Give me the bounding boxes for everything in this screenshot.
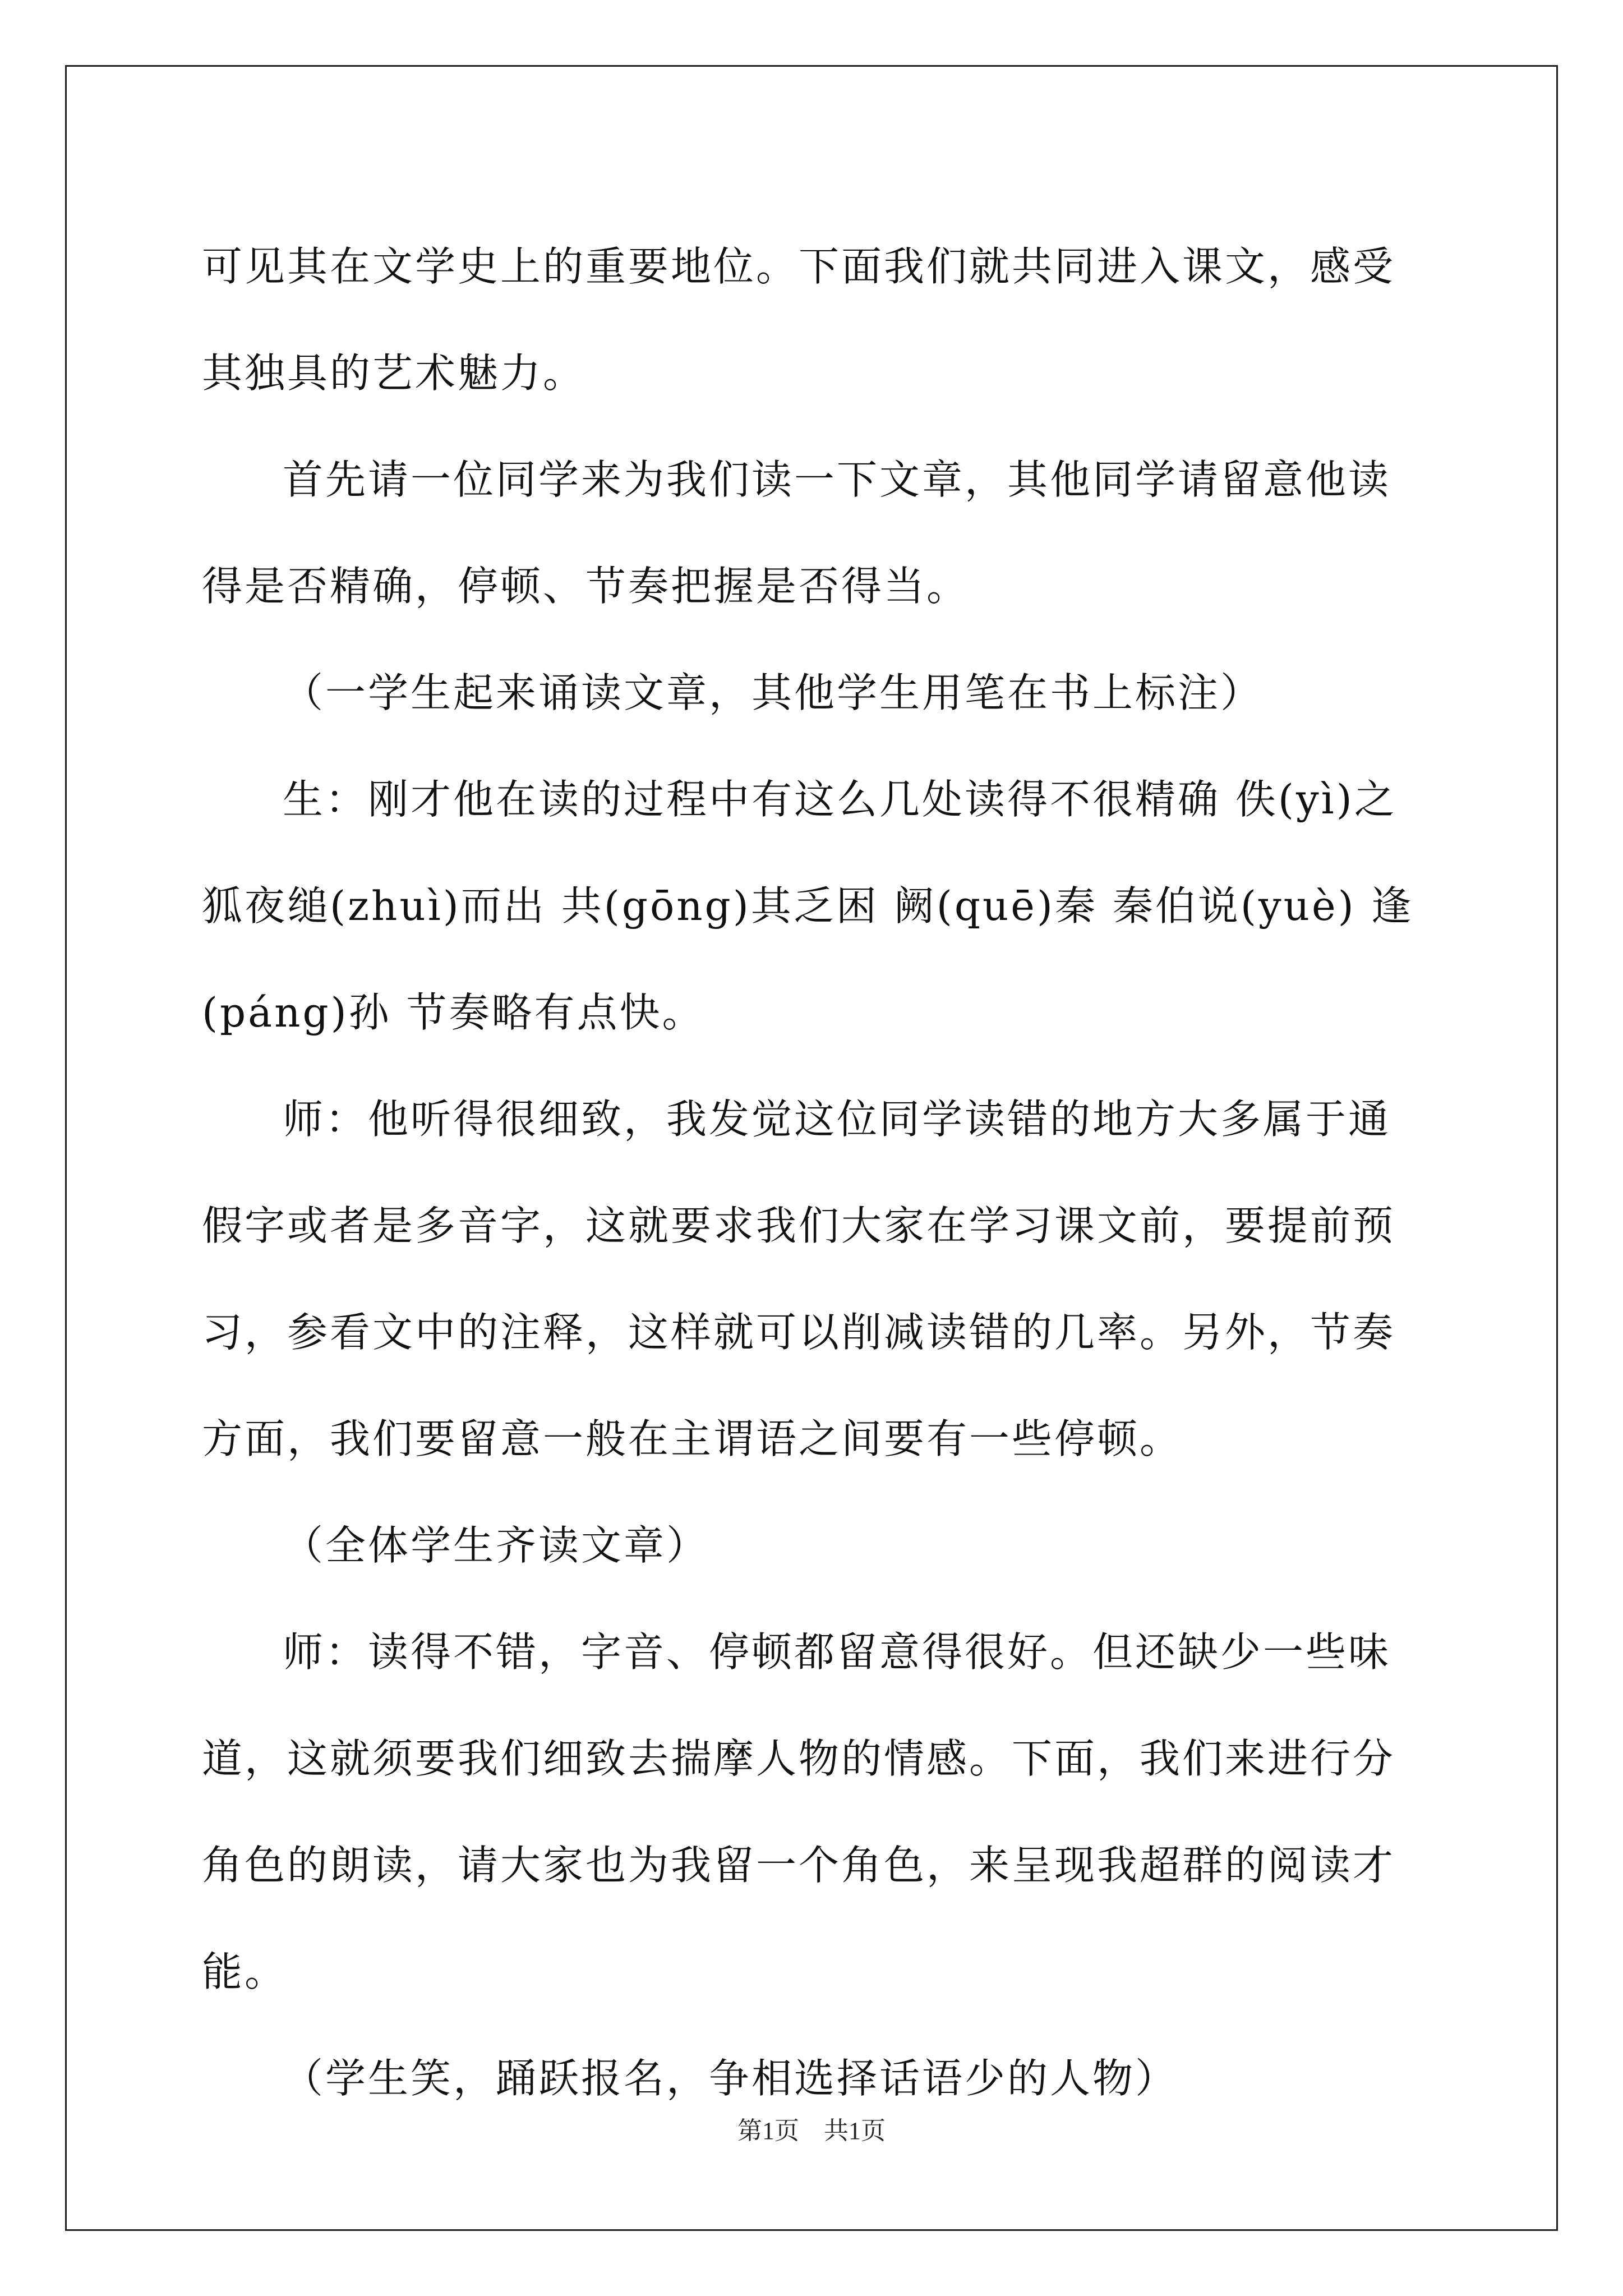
page-number-footer: 第1页 共1页	[737, 2117, 886, 2145]
paragraph-7: 师：读得不错，字音、停顿都留意得很好。但还缺少一些味道，这就须要我们细致去揣摩人物的情感。下面，我们来进行分角色的朗读，请大家也为我留一个角色，来呈现我超群的阅读才能。	[202, 1628, 1396, 1995]
paragraph-6: （全体学生齐读文章）	[283, 1522, 709, 1569]
document-body	[202, 213, 1424, 2132]
paragraph-1: 可见其在文学史上的重要地位。下面我们就共同进入课文，感受其独具的艺术魅力。	[202, 243, 1396, 397]
paragraph-8: （学生笑，踊跃报名，争相选择话语少的人物）	[283, 2055, 1178, 2102]
paragraph-5: 师：他听得很细致，我发觉这位同学读错的地方大多属于通假字或者是多音字，这就要求我们大家在学习课文前，要提前预习，参看文中的注释，这样就可以削减读错的几率。另外，节奏方面，我们要留意一般在主谓语之间要有一些停顿。	[202, 1096, 1396, 1462]
paragraph-2: 首先请一位同学来为我们读一下文章，其他同学请留意他读得是否精确，停顿、节奏把握是否得当。	[202, 456, 1391, 610]
paragraph-3: （一学生起来诵读文章，其他学生用笔在书上标注）	[283, 669, 1264, 716]
paragraph-4: 生：刚才他在读的过程中有这么几处读得不很精确 佚(yì)之狐夜缒(zhuì)而出 共(gōng)其乏困 阙(quē)秦 秦伯说(yuè) 逢(páng)孙 节奏略有点快。	[202, 776, 1414, 1036]
